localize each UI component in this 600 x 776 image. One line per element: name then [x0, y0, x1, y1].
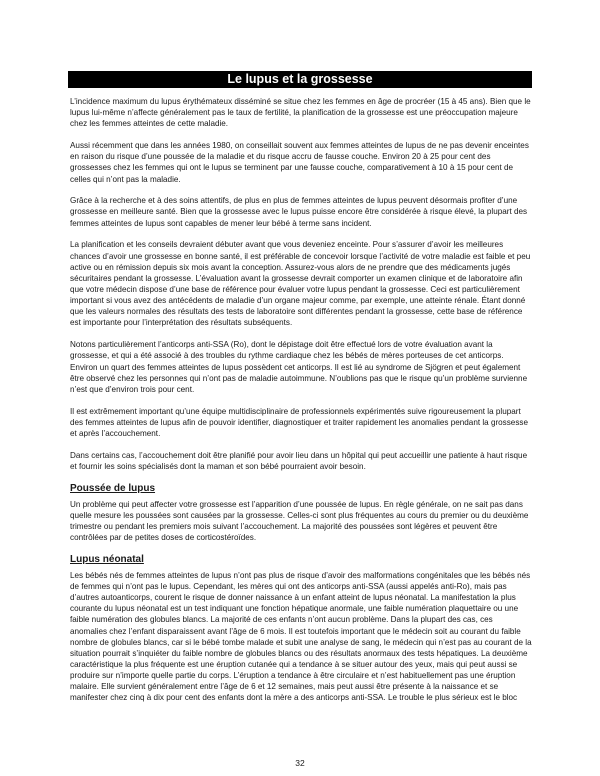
paragraph-neonatal: Les bébés nés de femmes atteintes de lupus n’ont pas plus de risque d’avoir des malformations congénitales que les bébés nés de femmes qui n’ont pas le lupus. Cependant, les mères qui ont des anticorps anti-SSA (aussi appelés anti-Ro), mais pas d’autres autoanticorps, courent le risque de donner naissance à un enfant atteint de lupus néonatal. La manifestation la plus courante du lupus néonatal est un test indiquant une fonction hépatique anormale, une faible numération plaquettaire ou une faible numération des globules blancs. La majorité de ces enfants n’ont aucun problème. Dans la plupart des cas, ces anomalies chez l’enfant disparaissent avant l’âge de 6 mois. Il est toutefois important que le médecin soit au courant du faible nombre de globules blancs, car si le bébé tombe malade et subit une analyse de sang, le médecin qui n’est pas au courant de la situation pourrait s’inquiéter du faible nombre de globules blancs ou des résultats anormaux des tests hépatiques. La deuxième caractéristique la plus fréquente est une éruption cutanée qui a tendance à se situer autour des yeux, mais qui peut aussi se produire sur n’importe quelle partie du corps. L’éruption a tendance à être circulaire et n’est habituellement pas une éruption malaire. Elle survient généralement entre l’âge de 6 et 12 semaines, mais peut aussi être présente à la naissance et se manifester chez cinq à dix pour cent des enfants dont la mère a des anticorps anti-SSA. Le trouble le plus sérieux est le bloc [70, 570, 532, 703]
paragraph-intro-2: Aussi récemment que dans les années 1980, on conseillait souvent aux femmes atteintes de lupus de ne pas devenir enceintes en raison du risque d’une poussée de la maladie et du risque accru de fausse couche. Environ 20 à 25 pour cent des grossesses chez les femmes qui ont le lupus se terminent par une fausse couche, comparativement à 10 à 15 pour cent de celles qui n’ont pas la maladie. [70, 141, 529, 184]
paragraph-intro-4: La planification et les conseils devraient débuter avant que vous deveniez enceinte. Pour s’assurer d’avoir les meilleures chances d’avoir une grossesse en bonne santé, il est préférable de concevoir lorsque l’activité de votre maladie est faible et peu active ou en rémission depuis six mois avant la conception. Assurez-vous alors de ne prendre que des médicaments jugés sécuritaires pendant la grossesse. L’évaluation avant la grossesse devrait comporter un examen clinique et de laboratoire afin que votre médecin dispose d’une base de référence pour évaluer votre lupus pendant la grossesse. Ceci est particulièrement important si vous avez des antécédents de maladie d’un organe majeur comme, par exemple, une atteinte rénale. Étant donné que les valeurs normales des résultats des tests de laboratoire sont différentes pendant la grossesse, cette base de référence est importante pour l’interprétation des résultats subséquents. [70, 240, 531, 328]
page-title: Le lupus et la grossesse [68, 71, 532, 88]
paragraph-intro-6: Il est extrêmement important qu’une équipe multidisciplinaire de professionnels expérimentés suive rigoureusement la plupart des femmes atteintes de lupus afin de pouvoir identifier, diagnostiquer et traiter rapidement les anomalies pendant la grossesse et après l’accouchement. [70, 406, 528, 438]
paragraph-intro-5: Notons particulièrement l’anticorps anti-SSA (Ro), dont le dépistage doit être effectué lors de votre évaluation avant la grossesse, et qui a été associé à des troubles du rythme cardiaque chez les bébés de mères porteuses de cet anticorps. Environ un quart des femmes atteintes de lupus possèdent cet anticorps. Il est lié au syndrome de Sjögren et peut également être observé chez les personnes qui n’ont pas de maladie autoimmune. N’oublions pas que le risque qu’un problème survienne n’est que d’environ trois pour cent. [70, 340, 528, 394]
section-heading-neonatal: Lupus néonatal [70, 553, 144, 565]
paragraph-intro-3: Grâce à la recherche et à des soins attentifs, de plus en plus de femmes atteintes de lupus peuvent désormais profiter d’une grossesse en meilleure santé. Bien que la grossesse avec le lupus puisse encore être considérée à risque élevé, la plupart des femmes atteintes de lupus sont capables de mener leur bébé à terme sans incident. [70, 196, 528, 228]
page-number: 32 [295, 758, 305, 768]
section-heading-poussee: Poussée de lupus [70, 482, 156, 494]
document-body [70, 96, 532, 714]
paragraph-intro-7: Dans certains cas, l’accouchement doit être planifié pour avoir lieu dans un hôpital qui peut accueillir une patiente à haut risque et fournir les soins spécialisés dont la maman et son bébé pourraient avoir besoin. [70, 450, 528, 471]
paragraph-intro-1: L’incidence maximum du lupus érythémateux disséminé se situe chez les femmes en âge de procréer (15 à 45 ans). Bien que le lupus lui-même n’affecte généralement pas le taux de fertilité, la planification de la grossesse est une préoccupation majeure chez les femmes atteintes de cette maladie. [70, 97, 531, 129]
paragraph-poussee: Un problème qui peut affecter votre grossesse est l’apparition d’une poussée de lupus. En règle générale, on ne sait pas dans quelle mesure les poussées sont causées par la grossesse. Celles-ci sont plus fréquentes au cours du premier ou du deuxième trimestre ou pendant les premiers mois suivant l’accouchement. La majorité des poussées sont légères et peuvent être contrôlées par de petites doses de corticostéroïdes. [70, 499, 529, 542]
